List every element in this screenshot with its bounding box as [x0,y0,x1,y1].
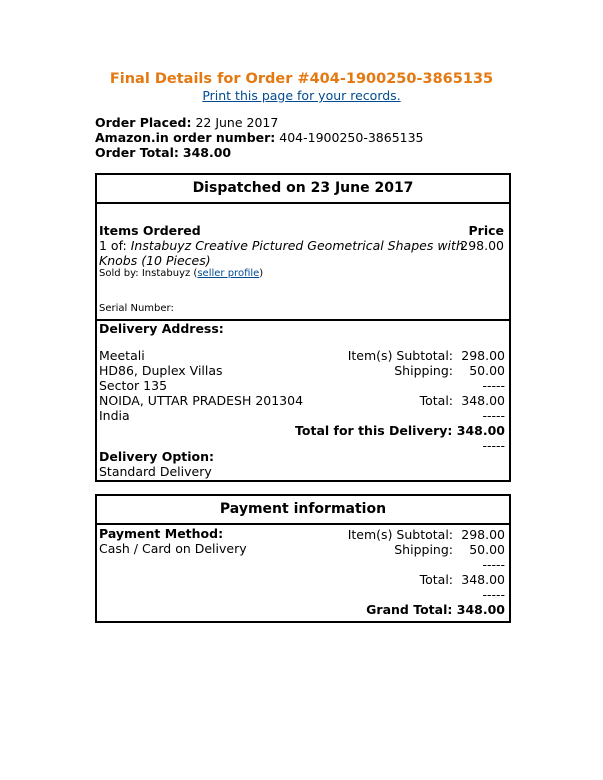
divider-dashes: ----- [482,408,505,423]
payment-method-label: Payment Method: [99,526,224,541]
pay-subtotal-value: 298.00 [461,527,505,542]
order-number-label: Amazon.in order number: [95,130,276,145]
order-placed-value: 22 June 2017 [195,115,279,130]
pay-shipping-value: 50.00 [469,542,505,557]
shipping-value: 50.00 [469,363,505,378]
pay-divider-row [453,587,505,602]
total-row [420,393,505,408]
shipment-box [95,173,511,482]
order-total-row [95,145,424,160]
divider-dashes: ----- [482,378,505,393]
address-line-5: India [99,408,130,423]
grand-total-label: Grand Total: [366,602,453,617]
serial-number: Serial Number: [99,303,174,314]
delivery-option-value: Standard Delivery [99,464,212,479]
delivery-option-label: Delivery Option: [99,449,215,464]
divider-row [453,438,505,453]
pay-total-row [420,572,505,587]
price-label: Price [468,223,504,238]
divider-row [453,408,505,423]
item-title-line2: Knobs (10 Pieces) [99,253,211,268]
item-line-1 [99,238,464,253]
delivery-total-row [295,423,505,438]
order-number-value: 404-1900250-3865135 [279,130,424,145]
address-line-2: HD86, Duplex Villas [99,363,223,378]
subtotal-row [348,348,505,363]
order-placed-row [95,115,424,130]
pay-total-value: 348.00 [461,572,505,587]
order-total-value: 348.00 [182,145,232,160]
page-title: Final Details for Order #404-1900250-3865135 [109,71,494,87]
print-link[interactable]: Print this page for your records. [202,88,401,103]
total-value: 348.00 [461,393,505,408]
sold-by [99,268,263,279]
shipment-heading: Dispatched on 23 June 2017 [97,175,509,204]
order-number-row [95,130,424,145]
payment-box [95,494,511,623]
item-qty: 1 of: [99,238,127,253]
payment-method-value: Cash / Card on Delivery [99,541,247,556]
pay-divider-dashes: ----- [482,587,505,602]
subtotal-value: 298.00 [461,348,505,363]
shipping-label: Shipping: [394,363,453,378]
pay-shipping-row [394,542,505,557]
payment-heading: Payment information [97,496,509,525]
divider-dashes: ----- [482,438,505,453]
pay-shipping-label: Shipping: [394,542,453,557]
items-section [97,204,509,321]
order-total-label: Order Total: [95,145,179,160]
subtotal-label: Item(s) Subtotal: [347,348,453,363]
divider-row [453,378,505,393]
order-summary [95,115,424,160]
total-label: Total: [419,393,453,408]
delivery-total-value: 348.00 [456,423,505,438]
pay-subtotal-row [348,527,505,542]
sold-by-text: Sold by: Instabuyz ( [99,268,198,279]
pay-total-label: Total: [419,572,453,587]
address-line-3: Sector 135 [99,378,168,393]
item-price: 298.00 [460,238,504,253]
pay-divider-dashes: ----- [482,557,505,572]
address-line-4: NOIDA, UTTAR PRADESH 201304 [99,393,304,408]
items-ordered-label: Items Ordered [99,223,201,238]
delivery-total-label: Total for this Delivery: [295,423,453,438]
pay-subtotal-label: Item(s) Subtotal: [347,527,453,542]
shipping-row [394,363,505,378]
pay-divider-row [453,557,505,572]
order-placed-label: Order Placed: [95,115,192,130]
grand-total-value: 348.00 [456,602,505,617]
seller-profile-link[interactable]: seller profile [197,268,260,279]
page-header [0,70,603,104]
item-title-line1: Instabuyz Creative Pictured Geometrical Shapes with [130,238,464,253]
sold-by-close: ) [259,268,264,279]
address-line-1: Meetali [99,348,145,363]
delivery-address-label: Delivery Address: [99,321,224,336]
grand-total-row [366,602,505,617]
